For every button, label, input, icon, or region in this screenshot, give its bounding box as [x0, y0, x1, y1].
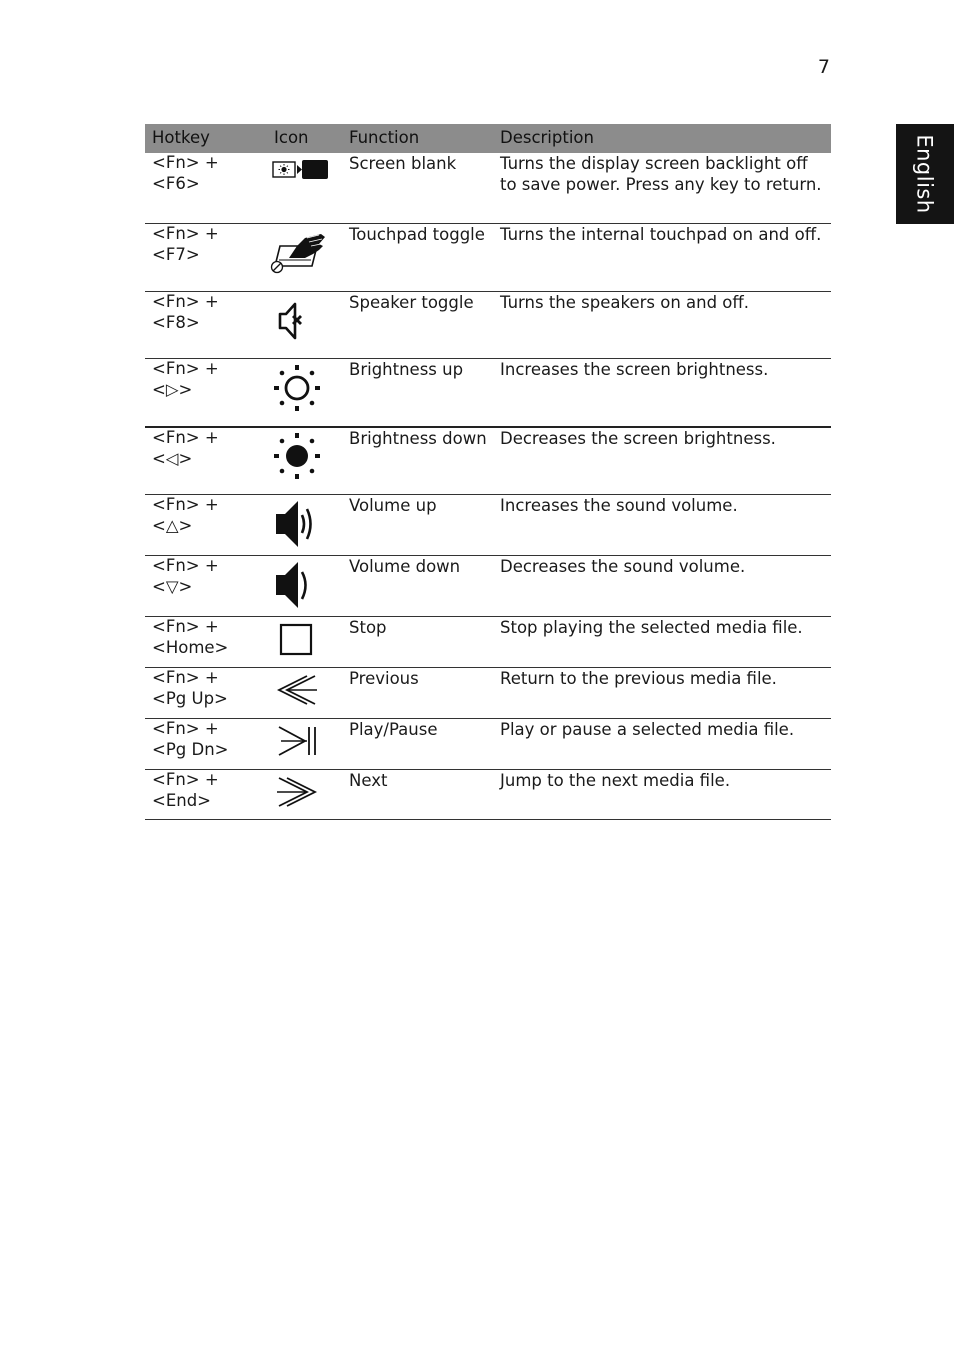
language-tab-label: English [913, 134, 938, 214]
function-text: Volume down [349, 557, 461, 576]
table-row [145, 292, 831, 359]
brightness-down-icon [267, 428, 342, 488]
function-cell [342, 617, 493, 668]
description-text: Return to the previous media file. [500, 669, 777, 688]
hotkey-text: <End> [152, 790, 212, 810]
table-row [145, 719, 831, 770]
description-text: Jump to the next media file. [500, 771, 731, 790]
function-cell [342, 719, 493, 770]
stop-icon [267, 617, 342, 665]
header-icon: Icon [267, 124, 342, 153]
hotkey-text: <Fn> + <◁> [152, 428, 219, 468]
function-cell [342, 495, 493, 556]
hotkey-text: <Fn> + <F7> [152, 224, 219, 264]
icon-cell [267, 770, 342, 820]
function-cell [342, 427, 493, 495]
header-description: Description [493, 124, 831, 153]
screen-blank-icon [267, 153, 342, 193]
hotkey-cell [145, 292, 267, 359]
hotkey-text: <Fn> + [152, 719, 219, 738]
function-cell [342, 359, 493, 428]
icon-cell [267, 224, 342, 292]
hotkey-cell [145, 770, 267, 820]
description-cell [493, 292, 831, 359]
table-row [145, 153, 831, 224]
function-text: Volume up [349, 496, 437, 515]
table-row [145, 556, 831, 617]
next-icon [267, 770, 342, 818]
description-cell [493, 153, 831, 224]
icon-cell [267, 556, 342, 617]
function-text: Brightness down [349, 429, 487, 448]
function-text: Brightness up [349, 360, 464, 379]
hotkey-cell [145, 495, 267, 556]
table-row [145, 224, 831, 292]
hotkey-table [145, 124, 831, 820]
icon-cell [267, 668, 342, 719]
description-cell [493, 719, 831, 770]
description-cell [493, 770, 831, 820]
icon-cell [267, 617, 342, 668]
header-hotkey: Hotkey [145, 124, 267, 153]
description-text: Turns the display screen backlight off to save power. Press any key to return. [500, 154, 822, 194]
description-text: Stop playing the selected media file. [500, 618, 803, 637]
hotkey-text: <Fn> + <▽> [152, 556, 219, 596]
function-text: Previous [349, 669, 419, 688]
hotkey-text: <Fn> + <△> [152, 495, 219, 535]
play-pause-icon [267, 719, 342, 767]
header-function: Function [342, 124, 493, 153]
icon-cell [267, 292, 342, 359]
icon-cell [267, 719, 342, 770]
description-cell [493, 359, 831, 428]
function-cell [342, 224, 493, 292]
function-cell [342, 153, 493, 224]
icon-cell [267, 427, 342, 495]
hotkey-text: <Home> [152, 637, 229, 657]
description-text: Increases the screen brightness. [500, 360, 769, 379]
hotkey-cell [145, 224, 267, 292]
hotkey-cell [145, 556, 267, 617]
table-row [145, 495, 831, 556]
page-number: 7 [817, 56, 830, 78]
function-text: Screen blank [349, 154, 457, 173]
language-tab [896, 124, 954, 224]
function-text: Play/Pause [349, 720, 438, 739]
table-row [145, 359, 831, 428]
hotkey-cell [145, 617, 267, 668]
hotkey-cell [145, 719, 267, 770]
hotkey-text: <Fn> + [152, 770, 219, 789]
description-cell [493, 668, 831, 719]
touchpad-toggle-icon [267, 224, 342, 284]
description-cell [493, 556, 831, 617]
hotkey-text: <Pg Dn> [152, 739, 229, 759]
icon-cell [267, 153, 342, 224]
hotkey-text: <Fn> + <F8> [152, 292, 219, 332]
description-text: Turns the speakers on and off. [500, 293, 750, 312]
hotkey-text: <Fn> + [152, 668, 219, 687]
function-text: Touchpad toggle [349, 225, 485, 244]
hotkey-text: <Fn> + <▷> [152, 359, 219, 399]
description-text: Play or pause a selected media file. [500, 720, 795, 739]
description-text: Turns the internal touchpad on and off. [500, 225, 822, 244]
table-header-row [145, 124, 831, 153]
description-cell [493, 495, 831, 556]
function-text: Speaker toggle [349, 293, 474, 312]
brightness-up-icon [267, 359, 342, 419]
table-row [145, 668, 831, 719]
hotkey-cell [145, 359, 267, 428]
previous-icon [267, 668, 342, 716]
hotkey-text: <Pg Up> [152, 688, 228, 708]
description-text: Increases the sound volume. [500, 496, 738, 515]
hotkey-cell [145, 668, 267, 719]
function-cell [342, 292, 493, 359]
speaker-toggle-icon [267, 292, 342, 352]
description-cell [493, 224, 831, 292]
function-cell [342, 668, 493, 719]
icon-cell [267, 495, 342, 556]
function-text: Next [349, 771, 388, 790]
table-row [145, 770, 831, 820]
description-cell [493, 427, 831, 495]
hotkey-cell [145, 427, 267, 495]
hotkey-text: <Fn> + [152, 617, 219, 636]
function-text: Stop [349, 618, 387, 637]
function-cell [342, 770, 493, 820]
description-cell [493, 617, 831, 668]
hotkey-text: <Fn> + <F6> [152, 153, 219, 193]
volume-up-icon [267, 495, 342, 555]
hotkey-cell [145, 153, 267, 224]
table-row [145, 617, 831, 668]
function-cell [342, 556, 493, 617]
description-text: Decreases the screen brightness. [500, 429, 776, 448]
description-text: Decreases the sound volume. [500, 557, 746, 576]
icon-cell [267, 359, 342, 428]
table-row [145, 427, 831, 495]
volume-down-icon [267, 556, 342, 616]
